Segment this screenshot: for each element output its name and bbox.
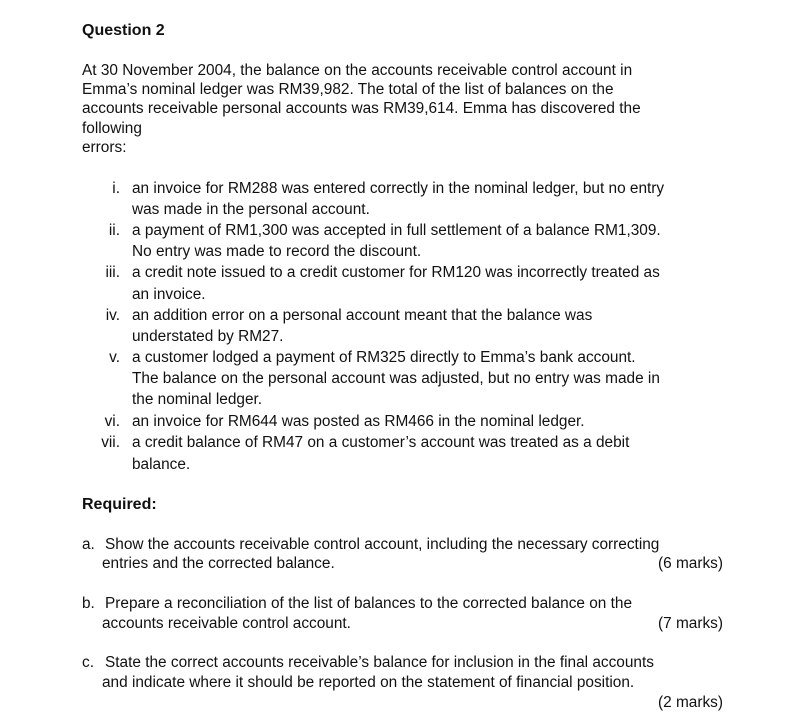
intro-line: Emma’s nominal ledger was RM39,982. The total of the list of balances on the — [82, 81, 614, 98]
error-text: understated by RM27. — [132, 328, 284, 345]
part-text: and indicate where it should be reported on the statement of financial position. — [102, 674, 635, 691]
error-text: an addition error on a personal account meant that the balance was — [132, 307, 593, 324]
error-text: an invoice. — [132, 286, 206, 303]
error-text: The balance on the personal account was adjusted, but no entry was made in — [132, 370, 660, 387]
part-letter: a. — [82, 536, 95, 553]
intro-line: following — [82, 120, 142, 137]
error-text: balance. — [132, 456, 191, 473]
part-letter: c. — [82, 654, 94, 671]
part-text: State the correct accounts receivable’s balance for inclusion in the final accounts — [105, 654, 654, 671]
part-letter: b. — [82, 595, 95, 612]
error-numeral: i. — [112, 180, 120, 197]
error-text: No entry was made to record the discount. — [132, 243, 422, 260]
error-text: a credit note issued to a credit customer for RM120 was incorrectly treated as — [132, 264, 660, 281]
part-marks: (7 marks) — [658, 615, 723, 632]
error-text: a credit balance of RM47 on a customer’s account was treated as a debit — [132, 434, 630, 451]
part-text: Prepare a reconciliation of the list of balances to the corrected balance on the — [105, 595, 633, 612]
error-numeral: ii. — [108, 222, 120, 239]
error-text: a customer lodged a payment of RM325 directly to Emma’s bank account. — [132, 349, 636, 366]
error-numeral: iv. — [105, 307, 120, 324]
error-numeral: iii. — [105, 264, 120, 281]
error-numeral: vii. — [101, 434, 120, 451]
error-text: an invoice for RM644 was posted as RM466 in the nominal ledger. — [132, 413, 585, 430]
error-text: an invoice for RM288 was entered correctly in the nominal ledger, but no entry — [132, 180, 665, 197]
intro-line: errors: — [82, 139, 127, 156]
error-numeral: vi. — [104, 413, 120, 430]
error-numeral: v. — [109, 349, 120, 366]
part-marks: (2 marks) — [658, 694, 723, 711]
error-text: the nominal ledger. — [132, 391, 263, 408]
part-marks: (6 marks) — [658, 555, 723, 572]
intro-line: At 30 November 2004, the balance on the accounts receivable control account in — [82, 62, 633, 79]
intro-line: accounts receivable personal accounts was RM39,614. Emma has discovered the — [82, 100, 641, 117]
required-heading: Required: — [82, 496, 157, 513]
part-text: accounts receivable control account. — [102, 615, 351, 632]
error-text: was made in the personal account. — [132, 201, 370, 218]
error-text: a payment of RM1,300 was accepted in full settlement of a balance RM1,309. — [132, 222, 661, 239]
part-text: Show the accounts receivable control account, including the necessary correcting — [105, 536, 660, 553]
question-title: Question 2 — [82, 22, 165, 39]
part-text: entries and the corrected balance. — [102, 555, 335, 572]
